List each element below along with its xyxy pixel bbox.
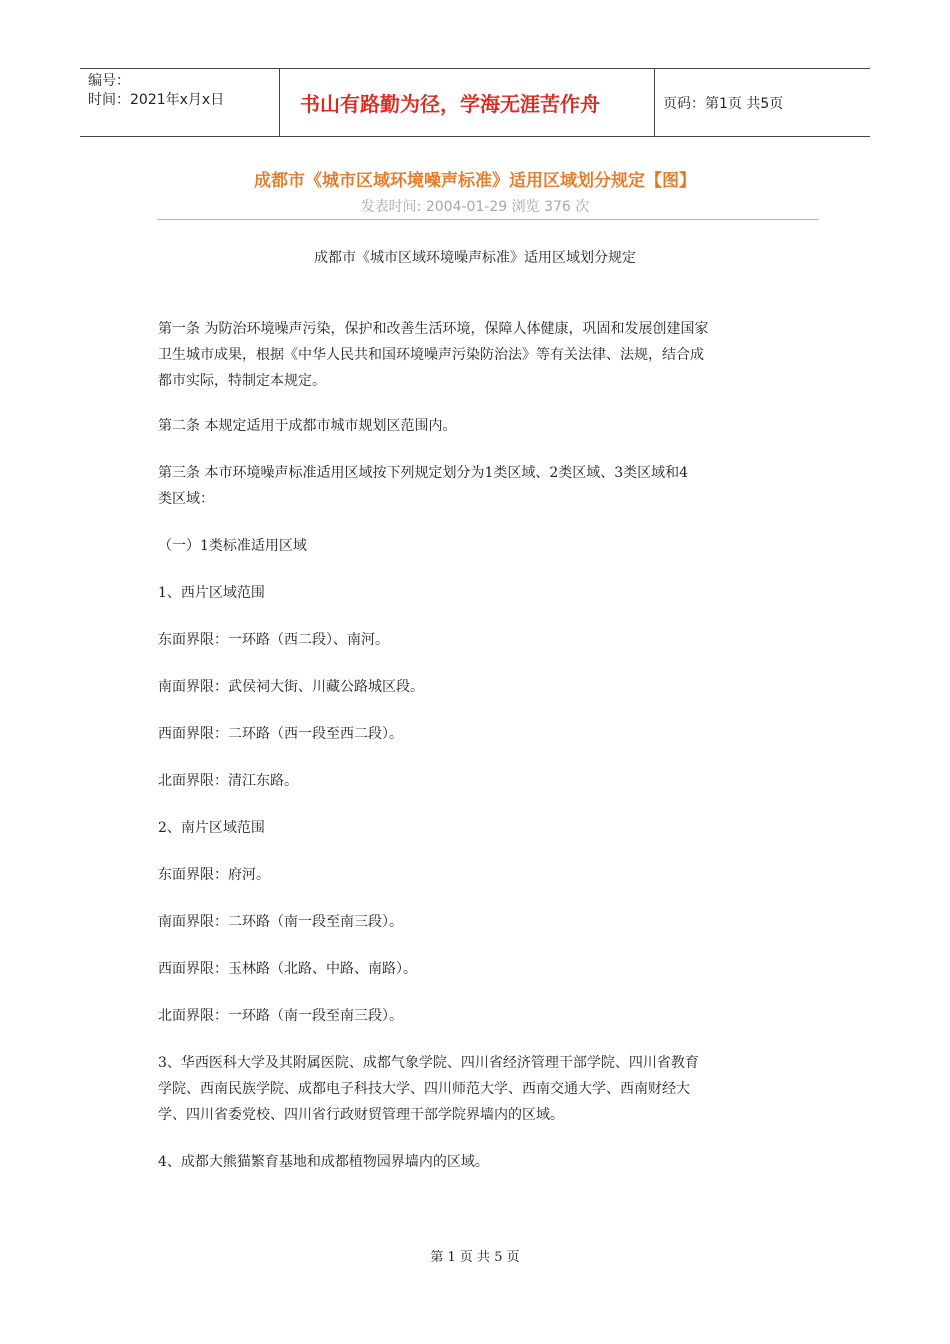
title-divider — [157, 219, 819, 220]
paragraph-line: 第一条 为防治环境噪声污染，保护和改善生活环境，保障人体健康，巩固和发展创建国家 — [158, 321, 709, 337]
article-paragraph-11: 东面界限：府河。 — [158, 867, 270, 883]
article-paragraph-6: 东面界限：一环路（西二段）、南河。 — [158, 632, 389, 648]
article-title: 成都市《城市区域环境噪声标准》适用区域划分规定【图】 — [254, 171, 696, 191]
article-subtitle: 成都市《城市区域环境噪声标准》适用区域划分规定 — [314, 250, 636, 266]
header-info — [80, 69, 280, 136]
paragraph-line: 都市实际，特制定本规定。 — [158, 373, 326, 389]
article-paragraph-5: 1、西片区域范围 — [158, 585, 265, 601]
article-paragraph-7: 南面界限：武侯祠大街、川藏公路城区段。 — [158, 679, 424, 695]
article-paragraph-2: 第二条 本规定适用于成都市城市规划区范围内。 — [158, 418, 457, 434]
article-meta: 发表时间: 2004-01-29 浏览 376 次 — [360, 199, 590, 215]
date-label: 时间：2021年x月x日 — [88, 92, 225, 108]
paragraph-line: 第三条 本市环境噪声标准适用区域按下列规定划分为1类区域、2类区域、3类区域和4 — [158, 465, 689, 481]
serial-number-label: 编号： — [88, 73, 130, 89]
page-footer: 第 1 页 共 5 页 — [430, 1250, 520, 1265]
document-header — [80, 68, 870, 137]
paragraph-line: 学院、西南民族学院、成都电子科技大学、四川师范大学、西南交通大学、西南财经大 — [158, 1081, 690, 1097]
article-paragraph-4: （一）1类标准适用区域 — [158, 538, 307, 554]
article-paragraph-12: 南面界限：二环路（南一段至南三段）。 — [158, 914, 403, 930]
paragraph-line: 类区域： — [158, 491, 214, 507]
article-paragraph-13: 西面界限：玉林路（北路、中路、南路）。 — [158, 961, 417, 977]
paragraph-line: 学、四川省委党校、四川省行政财贸管理干部学院界墙内的区域。 — [158, 1107, 564, 1123]
article-paragraph-10: 2、南片区域范围 — [158, 820, 265, 836]
header-page-count: 页码：第1页 共5页 — [663, 95, 784, 112]
article-paragraph-15 — [158, 1050, 798, 1128]
paragraph-line: 3、华西医科大学及其附属医院、成都气象学院、四川省经济管理干部学院、四川省教育 — [158, 1055, 699, 1071]
article-paragraph-9: 北面界限：清江东路。 — [158, 773, 298, 789]
article-paragraph-1 — [158, 316, 798, 394]
article-paragraph-3 — [158, 460, 798, 512]
article-paragraph-16: 4、成都大熊猫繁育基地和成都植物园界墙内的区域。 — [158, 1154, 489, 1170]
header-motto: 书山有路勤为径，学海无涯苦作舟 — [280, 69, 655, 136]
article-paragraph-14: 北面界限：一环路（南一段至南三段）。 — [158, 1008, 403, 1024]
article-paragraph-8: 西面界限：二环路（西一段至西二段）。 — [158, 726, 403, 742]
paragraph-line: 卫生城市成果，根据《中华人民共和国环境噪声污染防治法》等有关法律、法规，结合成 — [158, 347, 704, 363]
